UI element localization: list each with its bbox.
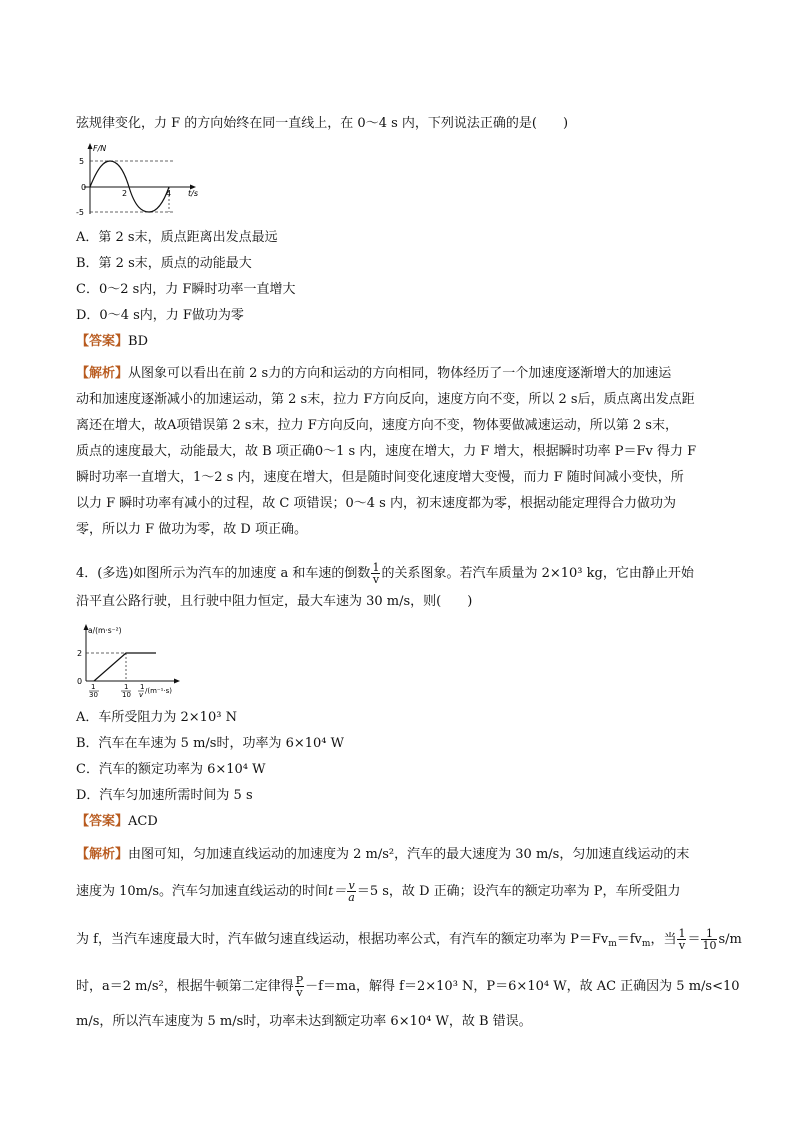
q4-x-axis-num: 1 (140, 683, 145, 691)
q3-answer: BD (128, 334, 148, 349)
q4-analysis-4-frac-den: v (296, 986, 303, 999)
q3-tick-y-0: 0 (81, 183, 87, 192)
q4-analysis-3-sub: m (608, 939, 617, 949)
q4-answer-tag: 【答案】 (76, 814, 129, 829)
q4-stem-part-b: 的关系图象。若汽车质量为 2×10³ kg，它由静止开始 (381, 566, 694, 581)
q4-answer-row (76, 812, 158, 832)
q3-analysis-text-3: 离还在增大，故A项错误第 2 s末，拉力 F方向反向，速度方向不变，物体要做减速运动，所以第 2 s末， (76, 418, 678, 433)
q4-stem-frac-den: v (372, 573, 380, 586)
q4-analysis-3-fraction-2 (701, 928, 717, 951)
q4-analysis-3-eq: ＝ (687, 932, 701, 947)
q4-tick-y-2: 2 (77, 649, 83, 658)
q4-analysis-2b: ＝5 s，故 D 正确；设汽车的额定功率为 P，车所受阻力 (356, 884, 681, 899)
q4-x-axis-den: v (139, 691, 144, 697)
q4-analysis-3b: ＝fv (616, 932, 642, 947)
q4-answer: ACD (128, 814, 158, 829)
q4-analysis-text-1: 由图可知，匀加速直线运动的加速度为 2 m/s²，汽车的最大速度为 30 m/s，匀加速直线运动的末 (128, 847, 690, 862)
q3-analysis-line-1 (76, 364, 671, 384)
q3-analysis-tag: 【解析】 (76, 366, 129, 381)
q3-analysis-text-7: 零，所以力 F 做功为零，故 D 项正确。 (76, 522, 307, 537)
q4-analysis-2-t: t＝ (328, 884, 347, 899)
q4-analysis-4b: －f＝ma，解得 f＝2×10³ N，P＝6×10⁴ W，故 AC 正确因为 5 m/s<10 (305, 979, 740, 994)
q3-analysis-text-1: 从图象可以看出在前 2 s力的方向和运动的方向相同，物体经历了一个加速度逐渐增大的加速运 (128, 366, 672, 381)
q4-x-axis-unit: /(m⁻¹·s) (145, 687, 173, 695)
q3-option-c: C．0～2 s内，力 F瞬时功率一直增大 (76, 282, 296, 297)
q4-stem-line-1 (76, 562, 694, 585)
q4-analysis-3-frac1-num: 1 (678, 927, 686, 940)
q3-stem: 弦规律变化，力 F 的方向始终在同一直线上，在 0～4 s 内，下列说法正确的是( ) (76, 116, 569, 131)
q4-analysis-3d: s/m (718, 932, 742, 947)
q4-stem-line-2: 沿平直公路行驶，且行驶中阻力恒定，最大车速为 30 m/s，则( ) (76, 594, 473, 609)
q3-tick-x-2: 2 (122, 189, 128, 198)
q4-analysis-line-4 (76, 975, 740, 998)
q4-y-axis-label: a/(m·s⁻²) (88, 626, 122, 635)
q4-analysis-3-frac2-den: 10 (702, 939, 717, 952)
q3-analysis-text-4: 质点的速度最大，动能最大，故 B 项正确0～1 s 内，速度在增大，力 F 增大，根据瞬时功率 P＝Fv 得力 F (76, 444, 697, 459)
q4-analysis-3-sub2: m (641, 939, 651, 949)
q4-analysis-2-fraction (347, 880, 356, 903)
q3-tick-y-neg5: -5 (76, 208, 84, 217)
q4-option-c: C．汽车的额定功率为 6×10⁴ W (76, 762, 266, 777)
q4-analysis-3-frac1-den: v (678, 939, 686, 952)
q4-analysis-3a: 为 f，当汽车速度最大时，汽车做匀速直线运动，根据功率公式，有汽车的额定功率为 P＝Fv (76, 932, 609, 947)
q3-analysis-text-5: 瞬时功率一直增大，1～2 s 内，速度在增大，但是随时间变化速度增大变慢，而力 F 随时间减小变快，所 (76, 470, 684, 485)
q4-analysis-3c: ，当 (650, 932, 677, 947)
q3-tick-x-4: 4 (166, 189, 172, 198)
q3-answer-row (76, 332, 148, 352)
q4-analysis-tag: 【解析】 (76, 847, 129, 862)
q4-analysis-2-frac-den: a (348, 891, 355, 904)
q4-stem-frac-num: 1 (372, 561, 380, 574)
q4-accel-graph (76, 621, 206, 697)
q3-y-axis-label: F/N (93, 144, 107, 153)
q4-analysis-3-fraction-1 (677, 928, 686, 951)
q4-analysis-line-1 (76, 845, 689, 865)
q4-stem-part-a: 4．(多选)如图所示为汽车的加速度 a 和车速的倒数 (76, 566, 371, 581)
q4-analysis-4-frac-num: P (295, 974, 304, 987)
q4-analysis-line-3 (76, 928, 742, 954)
q4-option-a: A．车所受阻力为 2×10³ N (76, 710, 237, 725)
q4-analysis-2-frac-num: v (348, 879, 355, 892)
q4-analysis-4-fraction (295, 975, 304, 998)
q4-tick-x2-den: 10 (122, 691, 131, 697)
q4-tick-x2-num: 1 (124, 683, 129, 691)
q4-option-b: B．汽车在车速为 5 m/s时，功率为 6×10⁴ W (76, 736, 345, 751)
q3-option-b: B．第 2 s末，质点的动能最大 (76, 256, 252, 271)
q3-analysis-text-2: 动和加速度逐渐减小的加速运动，第 2 s末，拉力 F方向反向，速度方向不变，所以 2 s后，质点离出发点距 (76, 392, 695, 407)
q4-analysis-3-frac2-num: 1 (701, 928, 717, 940)
q4-analysis-line-2 (76, 880, 681, 903)
q4-tick-x1-den: 30 (89, 691, 98, 697)
q3-x-axis-label: t/s (188, 189, 198, 198)
q4-analysis-4a: 时，a＝2 m/s²，根据牛顿第二定律得 (76, 979, 294, 994)
q3-option-d: D．0～4 s内，力 F做功为零 (76, 308, 244, 323)
q4-analysis-line-5: m/s，所以汽车速度为 5 m/s时，功率未达到额定功率 6×10⁴ W，故 B 错误。 (76, 1014, 532, 1029)
q3-option-a: A．第 2 s末，质点距离出发点最远 (76, 230, 278, 245)
q4-analysis-2a: 速度为 10m/s。汽车匀加速直线运动的时间 (76, 884, 329, 899)
q3-analysis-text-6: 以力 F 瞬时功率有减小的过程，故 C 项错误；0～4 s 内，初末速度都为零，根据动能定理得合力做功为 (76, 496, 676, 511)
q4-tick-x1-num: 1 (91, 683, 96, 691)
q3-answer-tag: 【答案】 (76, 334, 129, 349)
q3-force-time-graph (76, 142, 206, 218)
q4-origin: 0 (77, 677, 83, 686)
q4-option-d: D．汽车匀加速所需时间为 5 s (76, 788, 253, 803)
q4-stem-fraction (371, 562, 380, 585)
q3-tick-y-5: 5 (79, 157, 85, 166)
